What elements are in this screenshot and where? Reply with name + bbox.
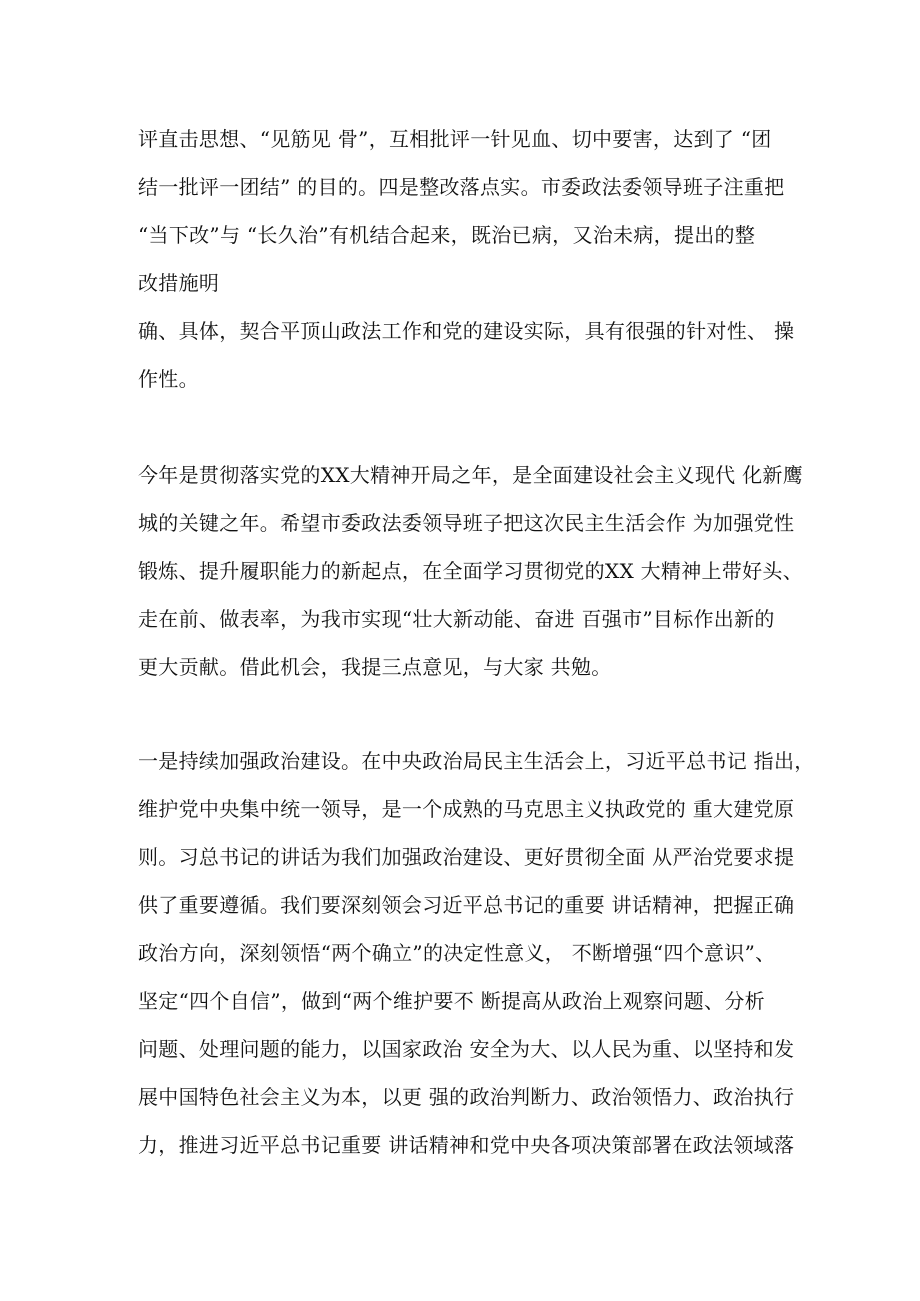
text-line: 作性。 (138, 367, 199, 391)
text-line: 城的关键之年。希望市委政法委领导班子把这次民主生活会作 为加强党性 (138, 511, 795, 535)
text-line: 问题、处理问题的能力，以国家政治 安全为大、以人民为重、以坚持和发 (138, 1037, 795, 1061)
text-line: 改措施明 (138, 271, 220, 295)
text-line: 维护党中央集中统一领导，是一个成熟的马克思主义执政党的 重大建党原 (138, 797, 795, 821)
text-line: 一是持续加强政治建设。在中央政治局民主生活会上，习近平总书记 指出， (138, 749, 815, 773)
text-line: 走在前、做表率，为我市实现“壮大新动能、奋进 百强市”目标作出新的 (138, 607, 775, 631)
text-line: 评直击思想、“见筋见 骨”，互相批评一针见血、切中要害，达到了 “团 (138, 127, 772, 151)
text-line: 则。习总书记的讲话为我们加强政治建设、更好贯彻全面 从严治党要求提 (138, 845, 795, 869)
text-line: 今年是贯彻落实党的XX大精神开局之年，是全面建设社会主义现代 化新鹰 (138, 463, 804, 487)
text-line: 政治方向，深刻领悟“两个确立”的决定性意义， 不断增强“四个意识”、 (138, 941, 776, 965)
text-line: 力，推进习近平总书记重要 讲话精神和党中央各项决策部署在政法领域落 (138, 1133, 795, 1157)
text-line: 更大贡献。借此机会，我提三点意见，与大家 共勉。 (138, 655, 612, 679)
text-line: “当下改”与 “长久治”有机结合起来，既治已病，又治未病，提出的整 (138, 223, 756, 247)
text-line: 确、具体，契合平顶山政法工作和党的建设实际，具有很强的针对性、 操 (138, 319, 795, 343)
text-line: 结一批评一团结” 的目的。四是整改落点实。市委政法委领导班子注重把 (138, 175, 785, 199)
text-line: 供了重要遵循。我们要深刻领会习近平总书记的重要 讲话精神，把握正确 (138, 893, 795, 917)
text-line: 展中国特色社会主义为本，以更 强的政治判断力、政治领悟力、政治执行 (138, 1085, 795, 1109)
text-line: 锻炼、提升履职能力的新起点，在全面学习贯彻党的XX 大精神上带好头、 (138, 559, 804, 583)
text-line: 坚定“四个自信”，做到“两个维护要不 断提高从政治上观察问题、分析 (138, 989, 765, 1013)
